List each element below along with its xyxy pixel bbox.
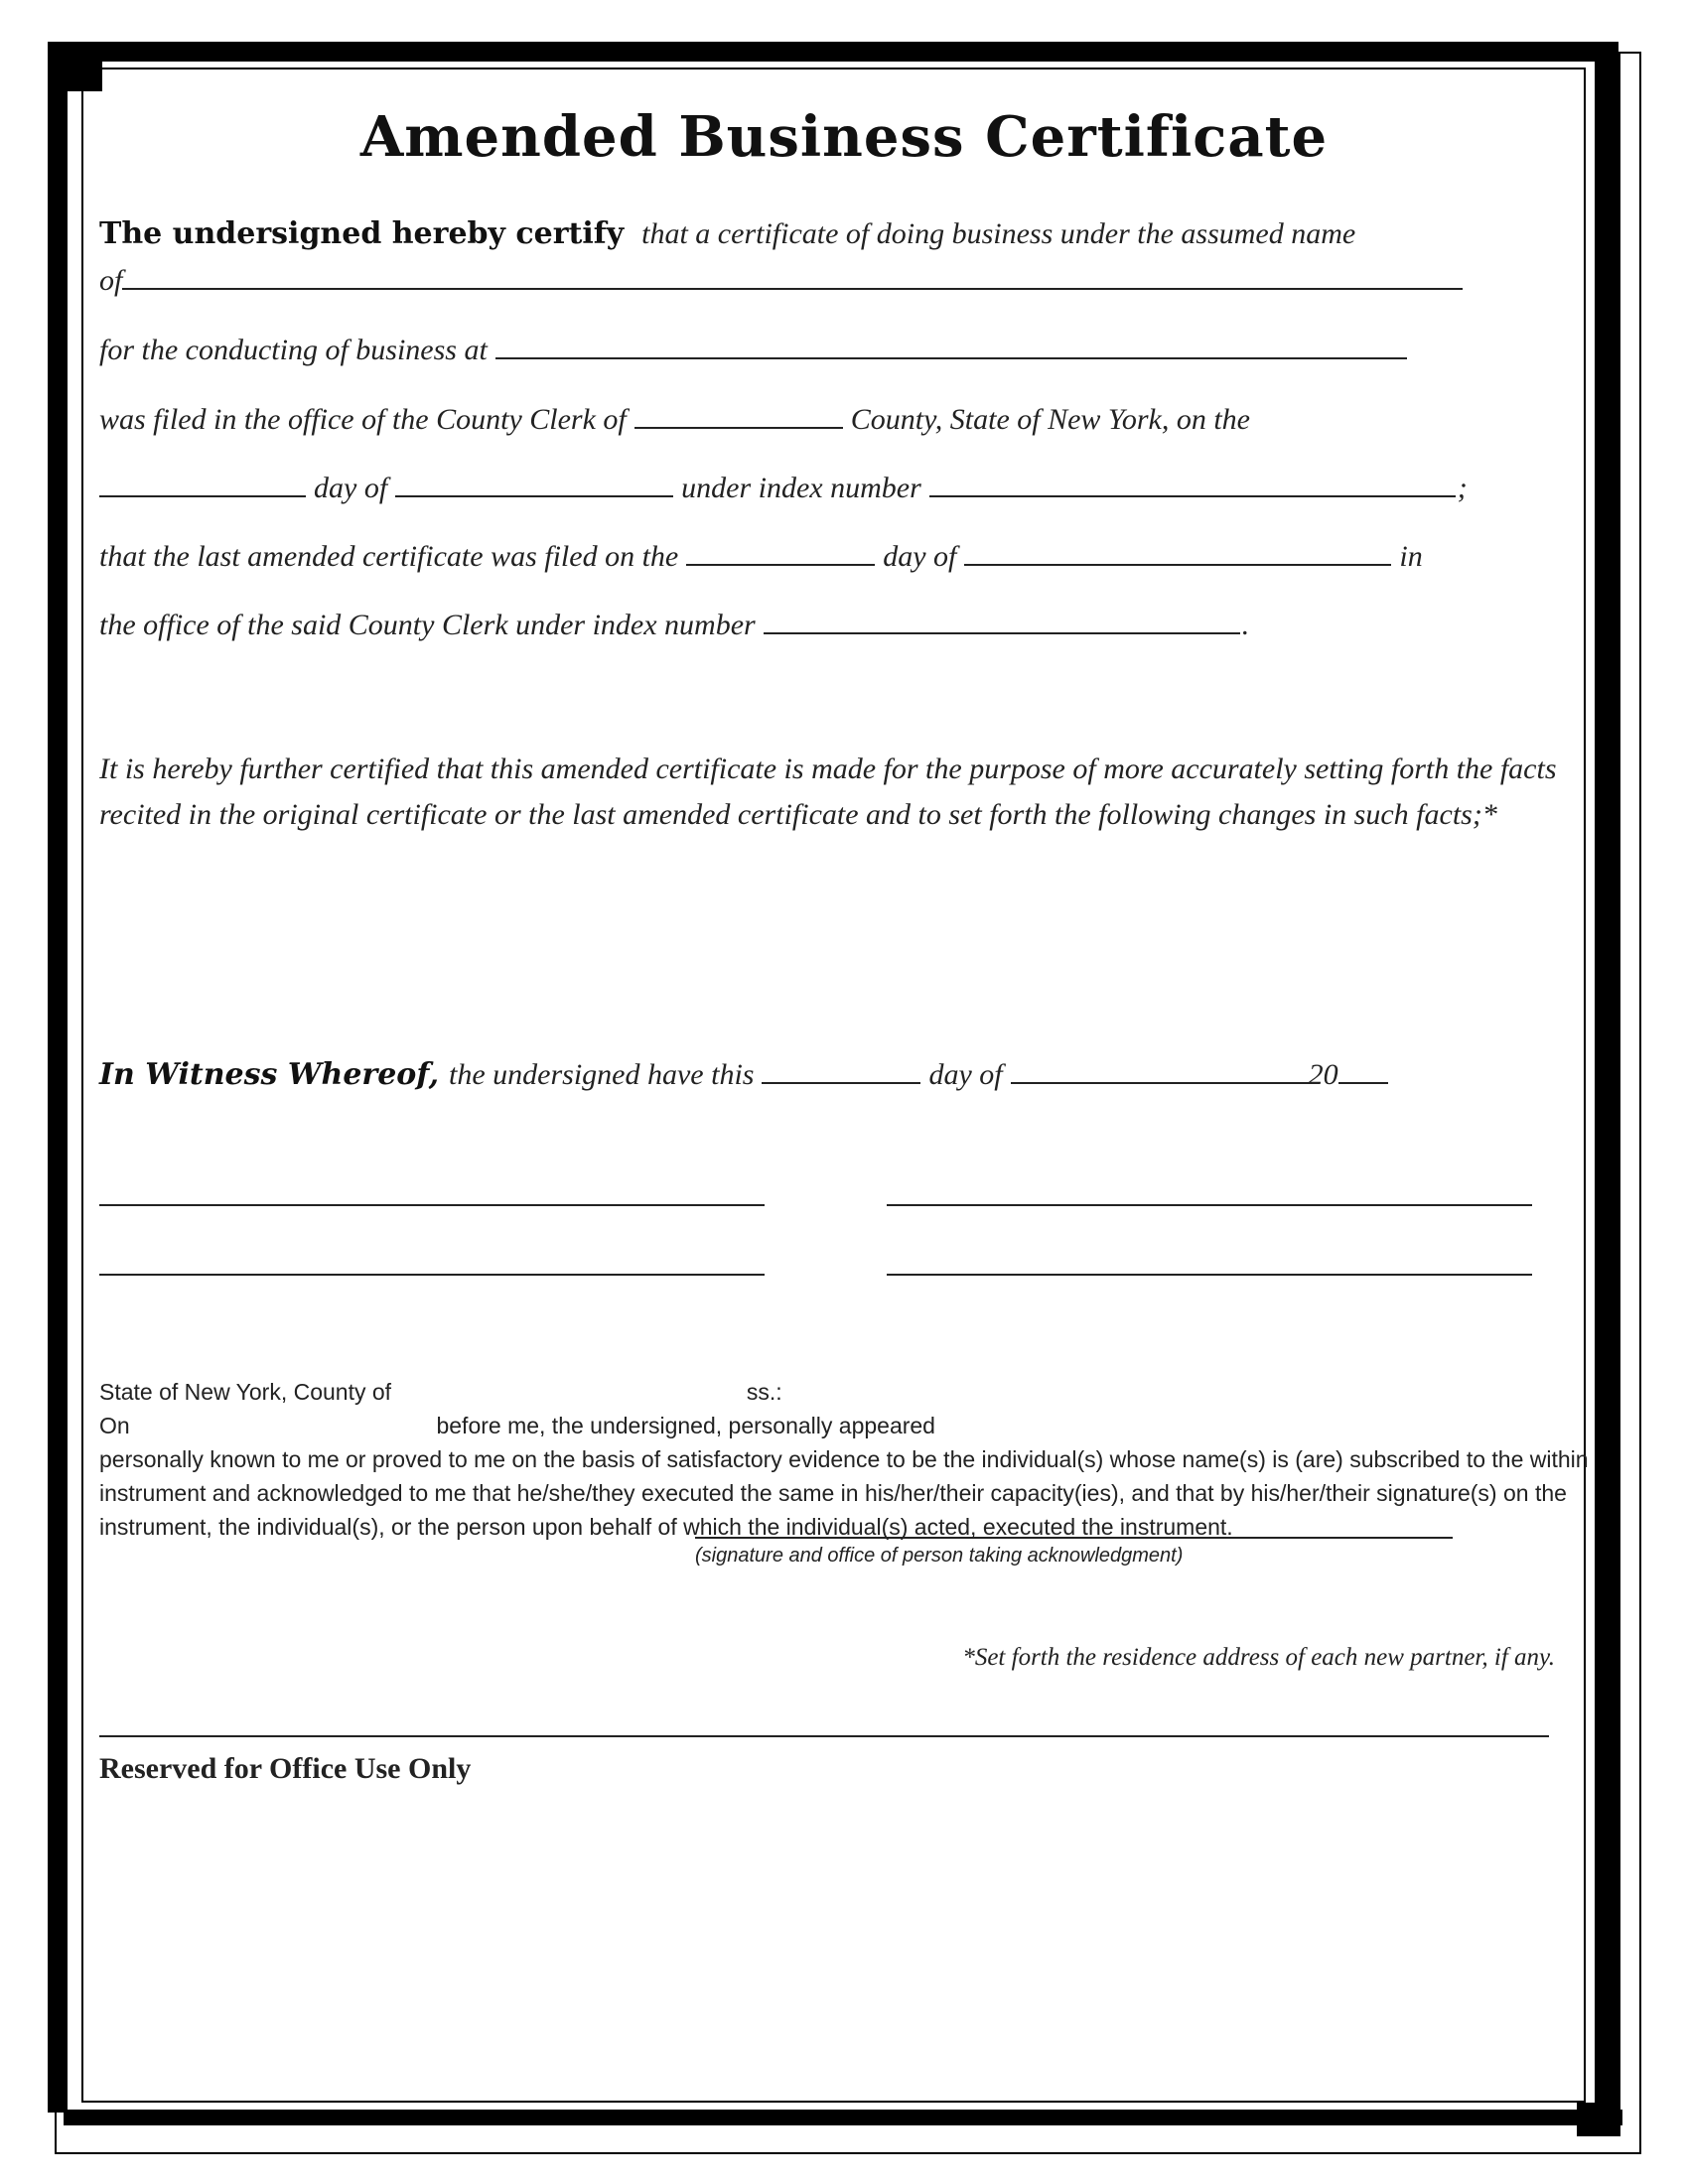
ack-signature-caption: (signature and office of person taking acknowledgment) (695, 1545, 1184, 1567)
assumed-name-field[interactable] (122, 264, 1463, 290)
acknowledgment-block (99, 1375, 1599, 1544)
ss-label: ss.: (746, 1379, 782, 1405)
index-number-label: under index number (681, 472, 921, 504)
in-label: in (1399, 540, 1423, 573)
last-amended-month-field[interactable] (964, 540, 1391, 566)
page-title: Amended Business Certificate (359, 104, 1329, 170)
business-address-line (99, 334, 1415, 367)
signature-line-right-1[interactable] (887, 1204, 1532, 1206)
acknowledgment-body: personally known to me or proved to me on the basis of satisfactory evidence to be the individual(s) whose name(s) is (are) subscribed to the within instrument and acknowledged to me that he/she/they executed the same in his/her/their capacity(ies), and that by his/her/their signature(s) on the instrument, the individual(s), or the person upon behalf of which the individual(s) acted, executed the instrument. (99, 1446, 1589, 1540)
assumed-name-line (99, 264, 1471, 298)
county-of-label: State of New York, County of (99, 1379, 392, 1405)
certify-lead: The undersigned hereby certify (99, 216, 625, 251)
ack-signature-line[interactable] (695, 1537, 1453, 1539)
witness-year-label: 20 (1308, 1058, 1338, 1091)
footnote: *Set forth the residence address of each new partner, if any. (962, 1644, 1555, 1671)
business-address-field[interactable] (495, 334, 1407, 359)
index-number-field[interactable] (929, 472, 1456, 497)
filing-date-line (99, 472, 1468, 505)
county-state-label: County, State of New York, on the (850, 403, 1250, 436)
signature-line-right-2[interactable] (887, 1274, 1532, 1276)
certify-line (99, 216, 1355, 251)
last-index-line (99, 609, 1249, 642)
signature-line-left-2[interactable] (99, 1274, 765, 1276)
witness-day-label: day of (928, 1058, 1003, 1091)
appeared-label: before me, the undersigned, personally appeared (436, 1413, 935, 1438)
acknowledgment-county-row (99, 1375, 1599, 1409)
signature-line-left-1[interactable] (99, 1204, 765, 1206)
filing-month-field[interactable] (395, 472, 673, 497)
last-index-label: the office of the said County Clerk under index number (99, 609, 756, 641)
witness-text: the undersigned have this (449, 1058, 755, 1091)
county-field[interactable] (634, 403, 843, 429)
acknowledgment-on-row (99, 1409, 1599, 1442)
witness-line (99, 1057, 1396, 1092)
last-index-field[interactable] (764, 609, 1240, 634)
filing-day-field[interactable] (99, 472, 306, 497)
last-amended-day-label: day of (883, 540, 957, 573)
filing-day-label: day of (314, 472, 388, 504)
last-amended-day-field[interactable] (686, 540, 875, 566)
semicolon: ; (1457, 472, 1468, 504)
last-amended-line (99, 540, 1423, 574)
witness-lead: In Witness Whereof, (99, 1057, 440, 1092)
witness-day-field[interactable] (762, 1058, 920, 1084)
period: . (1241, 609, 1250, 641)
witness-month-field[interactable] (1011, 1058, 1309, 1084)
on-label: On (99, 1413, 130, 1438)
county-clerk-label: was filed in the office of the County Clerk of (99, 403, 627, 436)
office-use-divider (99, 1735, 1549, 1737)
business-address-label: for the conducting of business at (99, 334, 488, 366)
reserved-office-use: Reserved for Office Use Only (99, 1752, 472, 1785)
county-clerk-line (99, 403, 1250, 437)
changes-paragraph: It is hereby further certified that this amended certificate is made for the purpose of more accurately setting forth the facts recited in the original certificate or the last amended certificate and to set forth the following changes in such facts;* (99, 752, 1557, 831)
last-amended-label: that the last amended certificate was filed on the (99, 540, 679, 573)
witness-year-field[interactable] (1338, 1058, 1388, 1084)
assumed-name-label: of (99, 264, 123, 297)
certify-text: that a certificate of doing business under the assumed name (641, 217, 1356, 250)
